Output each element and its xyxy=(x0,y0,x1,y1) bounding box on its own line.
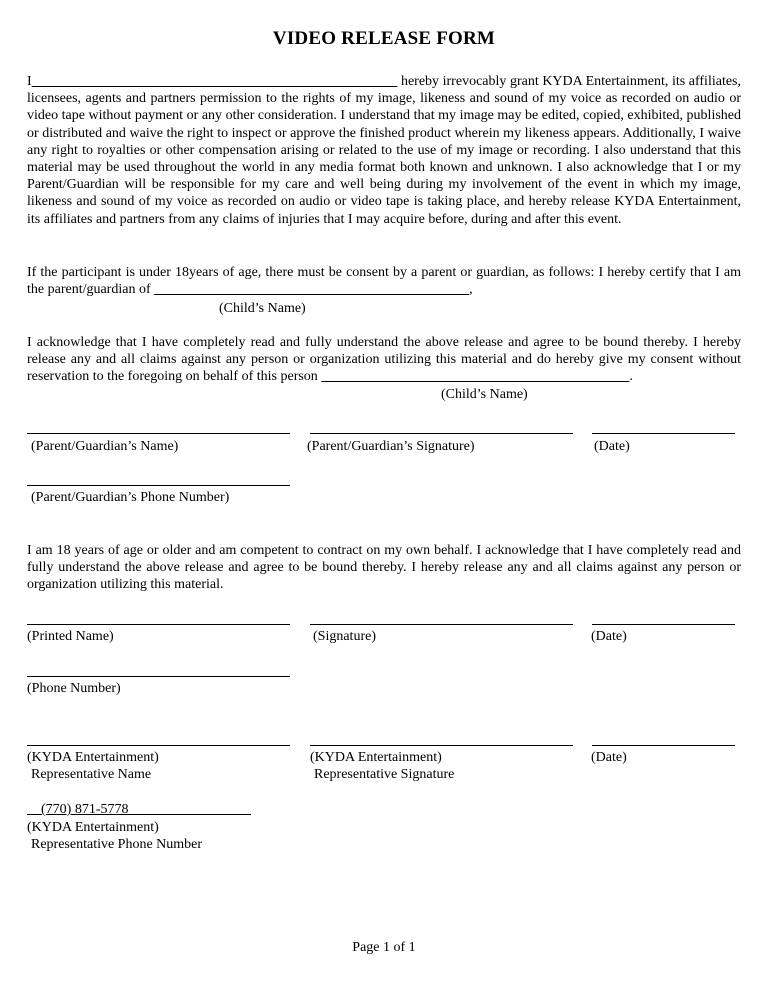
guardian-name-caption: (Parent/Guardian’s Name) xyxy=(31,439,179,454)
ack-paragraph xyxy=(27,334,741,386)
printed-name-caption: (Printed Name) xyxy=(27,629,114,644)
adult-consent-paragraph: I am 18 years of age or older and am competent to contract on my own behalf. I acknowledge that I have completely read and fully understand the above release and agree to be bound thereby. I hereby release any and all claims against any person or organization utilizing this material. xyxy=(27,543,741,593)
rep-signature-line[interactable] xyxy=(310,745,573,746)
rep-phone-field[interactable] xyxy=(27,802,251,818)
rep-signature-company-caption: (KYDA Entertainment) xyxy=(310,750,442,765)
ack-child-name-blank[interactable] xyxy=(321,369,629,384)
minor-child-name-caption: (Child’s Name) xyxy=(219,301,306,316)
rep-name-company-caption: (KYDA Entertainment) xyxy=(27,750,159,765)
rep-signature-caption: Representative Signature xyxy=(314,767,455,782)
adult-signature-caption: (Signature) xyxy=(313,629,376,644)
page-number: Page 1 of 1 xyxy=(352,940,416,955)
guardian-date-line[interactable] xyxy=(592,433,735,434)
guardian-phone-caption: (Parent/Guardian’s Phone Number) xyxy=(31,490,230,505)
minor-child-name-blank[interactable] xyxy=(154,282,469,297)
rep-phone-value: (770) 871-5778 xyxy=(41,802,129,817)
minor-consent-paragraph xyxy=(27,264,741,298)
adult-date-line[interactable] xyxy=(592,624,735,625)
guardian-phone-line[interactable] xyxy=(27,485,290,486)
participant-name-blank[interactable] xyxy=(32,74,398,89)
guardian-date-caption: (Date) xyxy=(594,439,630,454)
grant-paragraph xyxy=(27,73,741,228)
adult-phone-line[interactable] xyxy=(27,676,290,677)
guardian-signature-caption: (Parent/Guardian’s Signature) xyxy=(307,439,475,454)
ack-child-name-caption: (Child’s Name) xyxy=(441,387,528,402)
ack-text: I acknowledge that I have completely read and fully understand the above release and agree to be bound thereby. I hereby release any and all claims against any person or organization utilizing this material and do hereby give my consent without reservation to the foregoing on behalf of this person xyxy=(27,335,741,385)
rep-name-line[interactable] xyxy=(27,745,290,746)
grant-text: hereby irrevocably grant KYDA Entertainment, its affiliates, licensees, agents and partners permission to the rights of my image, likeness and sound of my voice as recorded on audio or video tape without payment or any other consideration. I understand that my image may be edited, copied, exhibited, published or distributed and waive the right to inspect or approve the finished product wherein my likeness appears. Additionally, I waive any right to royalties or other compensation arising or related to the use of my image or recording. I also understand that this material may be used throughout the world in any media format both known and unknown. I also acknowledge that I or my Parent/Guardian will be responsible for my care and well being during my involvement of the event in which my image, likeness and sound of my voice as recorded on audio or video tape is taking place, and hereby release KYDA Entertainment, its affiliates and partners from any claims of injuries that I may acquire before, during and after this event. xyxy=(27,74,741,227)
rep-date-line[interactable] xyxy=(592,745,735,746)
minor-consent-text: If the participant is under 18years of age, there must be consent by a parent or guardian, as follows: I hereby certify that I am the parent/guardian of xyxy=(27,265,741,298)
rep-phone-company-caption: (KYDA Entertainment) xyxy=(27,820,159,835)
guardian-signature-line[interactable] xyxy=(310,433,573,434)
adult-phone-caption: (Phone Number) xyxy=(27,681,121,696)
rep-phone-caption: Representative Phone Number xyxy=(31,837,203,852)
minor-consent-trail: , xyxy=(469,282,473,298)
adult-date-caption: (Date) xyxy=(591,629,627,644)
grant-lead: I xyxy=(27,74,32,89)
rep-date-caption: (Date) xyxy=(591,750,627,765)
adult-signature-line[interactable] xyxy=(310,624,573,625)
form-title: VIDEO RELEASE FORM xyxy=(272,28,496,49)
printed-name-line[interactable] xyxy=(27,624,290,625)
guardian-name-line[interactable] xyxy=(27,433,290,434)
ack-trail: . xyxy=(629,369,633,385)
rep-name-caption: Representative Name xyxy=(31,767,152,782)
